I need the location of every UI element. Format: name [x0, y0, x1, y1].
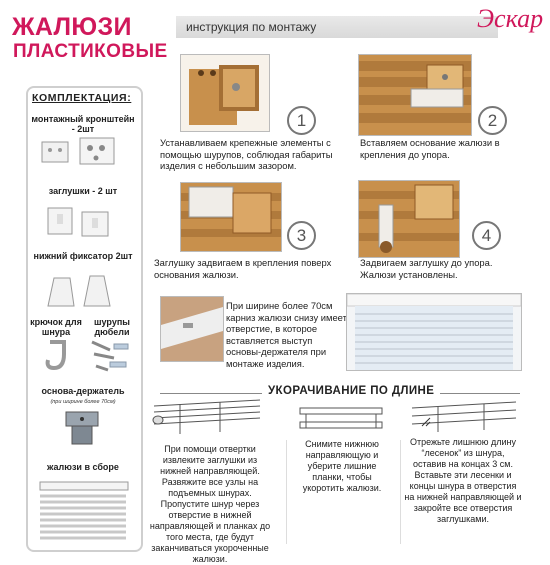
- shortening-drawing-2: [296, 398, 388, 432]
- holder-icon: [58, 408, 106, 448]
- shortening-step-2: Снимите нижнюю направляющую и уберите лишние планки, чтобы укоротить жалюзи.: [302, 439, 382, 493]
- shortening-drawing-3: [408, 396, 520, 436]
- brand-logo: Эскар: [477, 4, 544, 33]
- kit-item-bracket: монтажный кронштейн - 2шт: [31, 114, 135, 134]
- step-3-photo: [180, 182, 282, 252]
- step-3-text: Заглушку задвигаем в крепления поверх основания жалюзи.: [154, 257, 332, 280]
- step-1-number: 1: [287, 106, 316, 135]
- wide-note-photo: [160, 296, 224, 362]
- kit-item-assembled: жалюзи в сборе: [47, 462, 119, 472]
- brand-title: ЖАЛЮЗИ: [12, 13, 132, 41]
- step-2-number: 2: [478, 106, 507, 135]
- screws-icon: [88, 336, 132, 374]
- fixer-icon: [44, 272, 120, 310]
- step-4-text: Задвигаем заглушку до упора. Жалюзи установлены.: [360, 257, 493, 280]
- header-bar: [176, 16, 498, 38]
- step-2-photo: [358, 54, 472, 136]
- shortening-title: УКОРАЧИВАНИЕ ПО ДЛИНЕ: [262, 385, 440, 397]
- hook-icon: [40, 338, 76, 374]
- kit-item-holder: основа-держатель: [41, 386, 125, 396]
- cap-icon: [44, 204, 120, 240]
- step-4-photo: [358, 180, 460, 258]
- step-4-number: 4: [472, 221, 501, 250]
- wide-note-text: При ширине более 70см карниз жалюзи снизу имеет отверстие, в которое вставляется выступ основы-держателя при монтаже изделия.: [226, 300, 347, 369]
- shortening-step-3: Отрежьте лишнюю длину “лесенок” из шнура, оставив на концах 3 см. Вставьте эти лесенки и концы шнура в отверстия на нижней направляющей и закройте все отверстия заглушками.: [404, 437, 522, 524]
- kit-item-bottom-fixer: нижний фиксатор 2шт: [33, 251, 133, 261]
- step-1-photo: [180, 54, 270, 132]
- kit-item-screws: шурупы дюбели: [94, 317, 130, 337]
- kit-title: КОМПЛЕКТАЦИЯ:: [32, 92, 132, 104]
- kit-item-hook: крючок для шнура: [30, 317, 82, 337]
- step-3-number: 3: [287, 221, 316, 250]
- assembled-blinds-icon: [36, 480, 134, 546]
- bracket-icon: [40, 136, 120, 168]
- instruction-subtitle: инструкция по монтажу: [186, 20, 317, 34]
- step-2-text: Вставляем основание жалюзи в крепления до упора.: [360, 137, 500, 160]
- step-1-text: Устанавливаем крепежные элементы с помощью шурупов, соблюдая габариты изделия с небольшим зазором.: [160, 137, 333, 171]
- window-blinds-photo: [346, 293, 522, 371]
- shortening-divider-2: [400, 440, 401, 544]
- shortening-drawing-1: [150, 396, 268, 438]
- kit-item-holder-note: (при ширине более 70см): [50, 399, 116, 405]
- brand-subtitle: ПЛАСТИКОВЫЕ: [13, 41, 168, 62]
- shortening-divider-1: [286, 440, 287, 544]
- kit-item-caps: заглушки - 2 шт: [48, 186, 118, 196]
- shortening-step-1: При помощи отвертки извлеките заглушки из нижней направляющей. Развяжите все узлы на подъемных шнурах. Пропустите шнур через отверстие в нижней направляющей и планках до того места, где будут заканчиваться укороченные жалюзи.: [149, 444, 271, 564]
